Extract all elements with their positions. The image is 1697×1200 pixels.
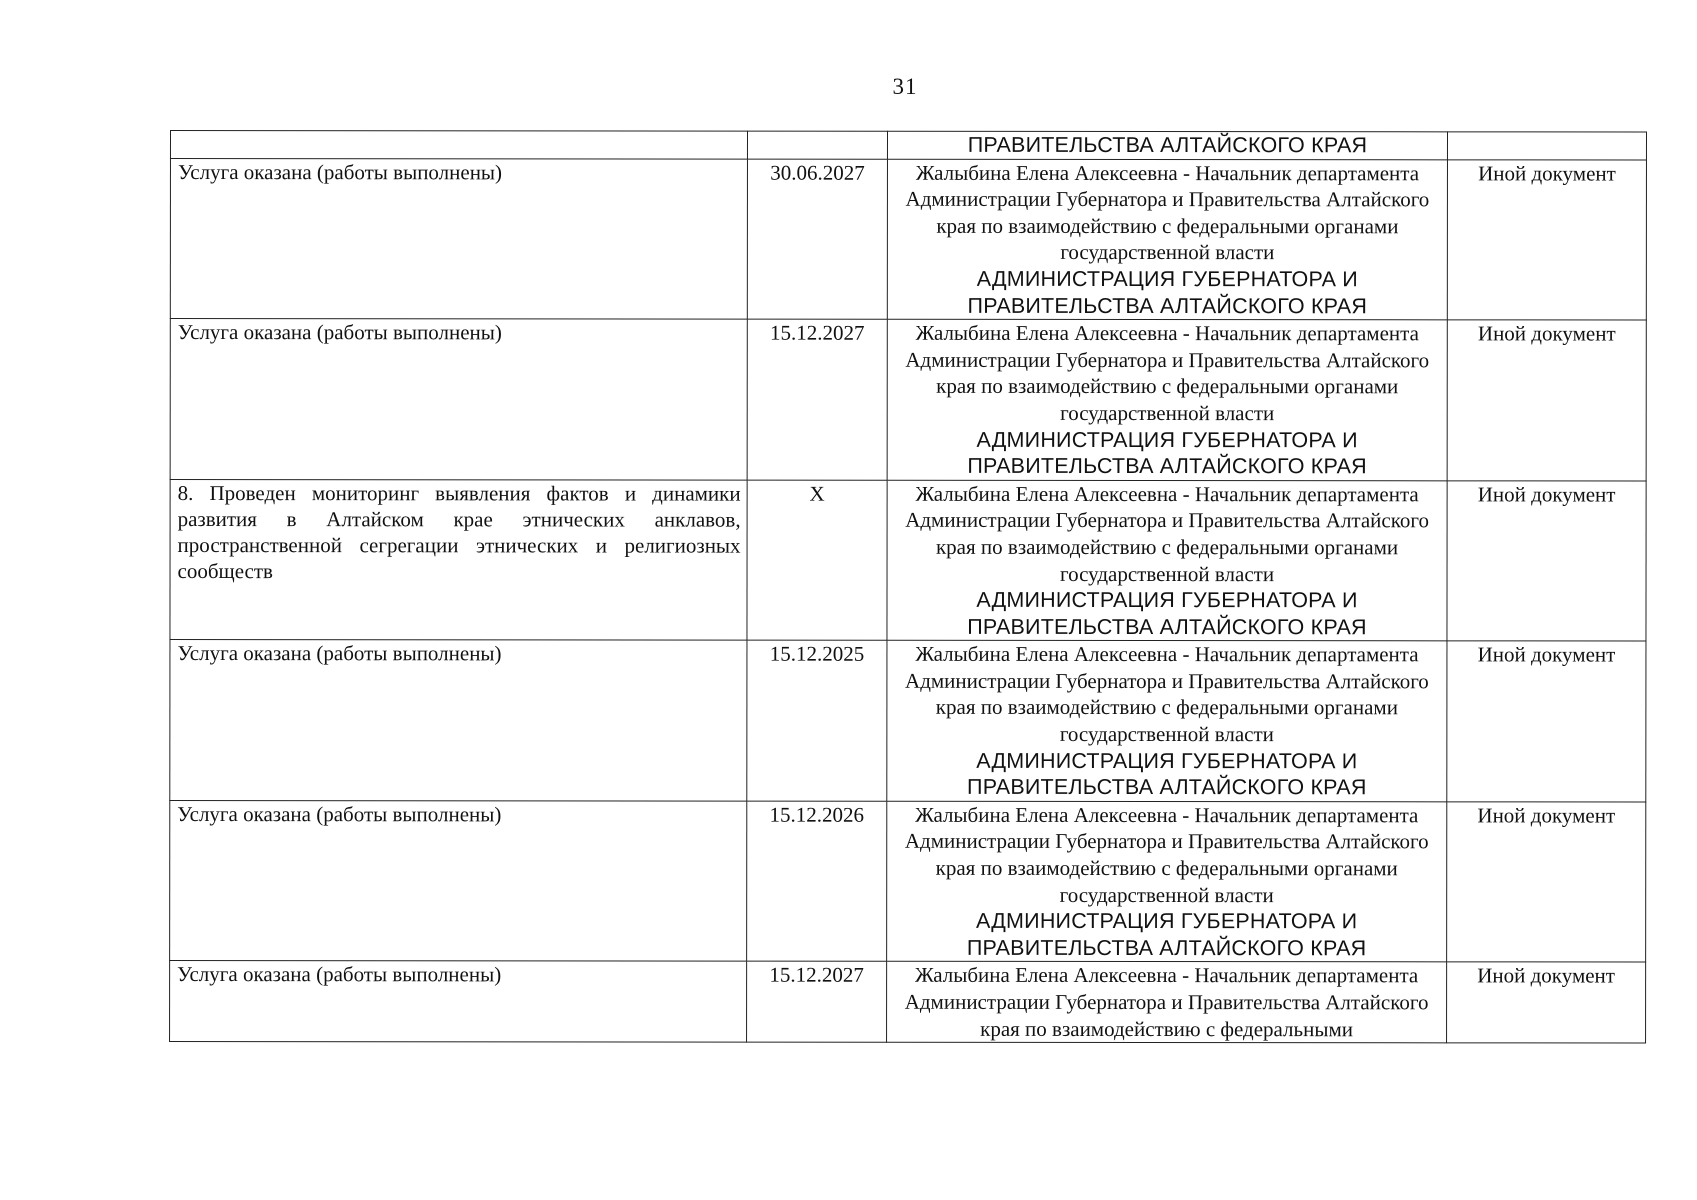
responsible-cell — [887, 801, 1447, 962]
responsible-organization: АДМИНИСТРАЦИЯ ГУБЕРНАТОРА И ПРАВИТЕЛЬСТВА АЛТАЙСКОГО КРАЯ — [967, 427, 1367, 479]
responsible-organization: АДМИНИСТРАЦИЯ ГУБЕРНАТОРА И ПРАВИТЕЛЬСТВА АЛТАЙСКОГО КРАЯ — [966, 909, 1367, 961]
responsible-cell — [887, 962, 1447, 1043]
table-row — [170, 158, 1646, 320]
table-row — [170, 319, 1646, 481]
result-cell — [170, 131, 747, 159]
responsible-person: Жалыбина Елена Алексеевна - Начальник департамента Администрации Губернатора и Правительства Алтайского края по взаимодействию с федеральными органами государственной власти — [905, 481, 1429, 586]
result-cell: Услуга оказана (работы выполнены) — [170, 158, 747, 319]
result-cell: Услуга оказана (работы выполнены) — [170, 319, 747, 480]
page-number: 31 — [892, 74, 918, 99]
date-cell: 15.12.2025 — [747, 640, 887, 801]
responsible-cell — [887, 641, 1447, 802]
table-row — [170, 640, 1646, 802]
result-cell: Услуга оказана (работы выполнены) — [170, 640, 747, 801]
responsible-organization: АДМИНИСТРАЦИЯ ГУБЕРНАТОРА И ПРАВИТЕЛЬСТВА АЛТАЙСКОГО КРАЯ — [967, 266, 1368, 318]
document-type-cell: Иной документ — [1447, 802, 1646, 963]
responsible-cell — [887, 319, 1447, 480]
responsible-person: Жалыбина Елена Алексеевна - Начальник департамента Администрации Губернатора и Правительства Алтайского края по взаимодействию с федеральными органами государственной власти — [905, 642, 1429, 747]
responsible-person: Жалыбина Елена Алексеевна - Начальник департамента Администрации Губернатора и Правительства Алтайского края по взаимодействию с федеральными органами государственной власти — [904, 802, 1429, 907]
document-type-cell: Иной документ — [1447, 320, 1646, 481]
date-cell — [747, 131, 887, 159]
responsible-person: Жалыбина Елена Алексеевна - Начальник департамента Администрации Губернатора и Правительства Алтайского края по взаимодействию с федеральными органами государственной власти — [905, 320, 1430, 426]
date-cell: Х — [747, 480, 887, 641]
responsible-person: Жалыбина Елена Алексеевна - Начальник департамента Администрации Губернатора и Правительства Алтайского края по взаимодействию с федеральными органами государственной власти — [905, 160, 1430, 265]
table-row — [170, 479, 1646, 641]
table-row — [170, 800, 1646, 962]
date-cell: 30.06.2027 — [747, 159, 887, 320]
date-cell: 15.12.2026 — [747, 801, 887, 962]
document-type-cell: Иной документ — [1447, 962, 1646, 1043]
result-cell: Услуга оказана (работы выполнены) — [170, 961, 747, 1042]
table-row — [170, 961, 1646, 1043]
date-cell: 15.12.2027 — [747, 962, 887, 1043]
document-type-cell: Иной документ — [1447, 159, 1646, 320]
result-cell: 8. Проведен мониторинг выявления фактов и динамики развития в Алтайском крае этнических анклавов, пространственной сегрегации этнических и религиозных сообществ — [170, 479, 747, 640]
responsible-organization: АДМИНИСТРАЦИЯ ГУБЕРНАТОРА И ПРАВИТЕЛЬСТВА АЛТАЙСКОГО КРАЯ — [967, 748, 1367, 800]
result-cell: Услуга оказана (работы выполнены) — [170, 800, 747, 961]
responsible-cell — [887, 480, 1447, 641]
document-type-cell: Иной документ — [1447, 641, 1646, 802]
responsible-organization: АДМИНИСТРАЦИЯ ГУБЕРНАТОРА И ПРАВИТЕЛЬСТВА АЛТАЙСКОГО КРАЯ — [967, 587, 1367, 639]
responsible-person: Жалыбина Елена Алексеевна - Начальник департамента Администрации Губернатора и Правительства Алтайского края по взаимодействию с федеральными — [904, 963, 1429, 1041]
responsible-organization: ПРАВИТЕЛЬСТВА АЛТАЙСКОГО КРАЯ — [967, 132, 1368, 158]
table-row — [170, 131, 1646, 160]
date-cell: 15.12.2027 — [747, 319, 887, 480]
responsible-cell — [887, 131, 1447, 159]
schedule-table — [169, 130, 1647, 1044]
document-type-cell: Иной документ — [1447, 481, 1646, 642]
document-type-cell — [1447, 132, 1646, 160]
responsible-cell — [887, 159, 1447, 320]
